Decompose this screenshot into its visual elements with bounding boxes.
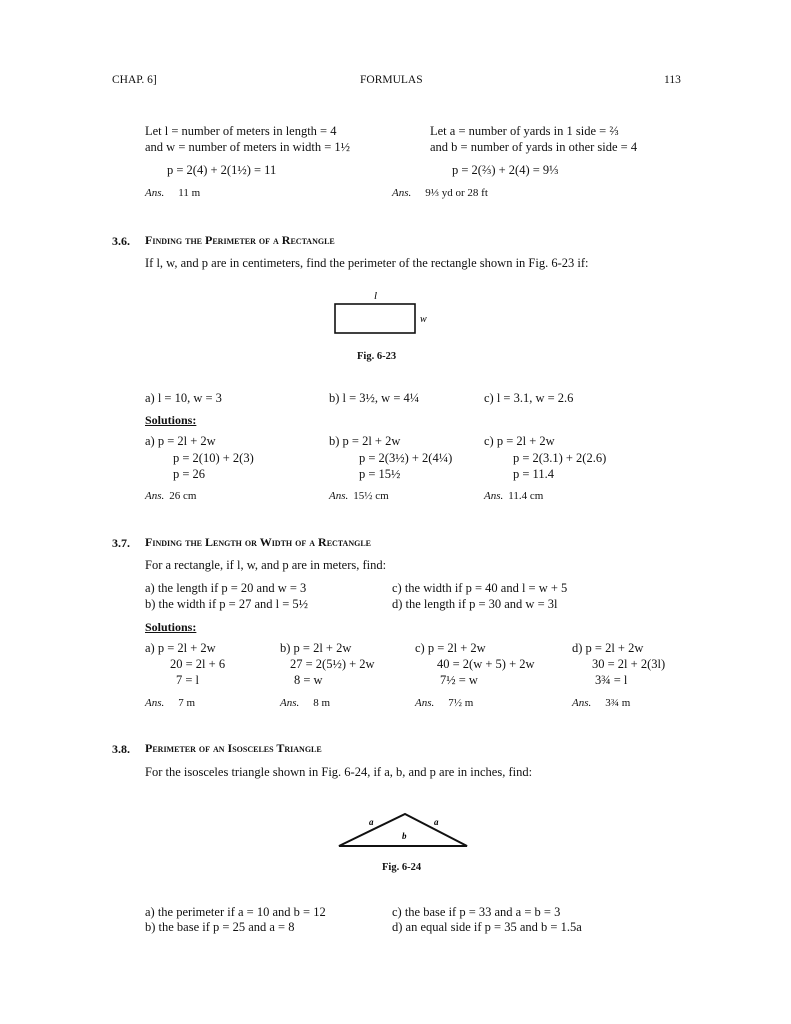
s38-question-c: c) the base if p = 33 and a = b = 3 xyxy=(392,905,561,919)
s36-sol-b1: b) p = 2l + 2w xyxy=(329,434,401,448)
s37-sol-c1: c) p = 2l + 2w xyxy=(415,641,486,655)
page-title: FORMULAS xyxy=(360,74,423,86)
s37-sol-b1: b) p = 2l + 2w xyxy=(280,641,352,655)
s37-solutions-heading: Solutions: xyxy=(145,620,197,634)
top-right-answer: Ans. 9⅓ yd or 28 ft xyxy=(392,187,488,199)
s38-title: Perimeter of an Isosceles Triangle xyxy=(145,741,322,755)
s36-solutions-heading: Solutions: xyxy=(145,413,197,427)
s37-title: Finding the Length or Width of a Rectangle xyxy=(145,535,371,549)
triangle-figure xyxy=(335,808,475,854)
s38-intro: For the isosceles triangle shown in Fig. 6-24, if a, b, and p are in inches, find: xyxy=(145,765,533,779)
s36-sol-a2: p = 2(10) + 2(3) xyxy=(173,451,254,465)
s37-number: 3.7. xyxy=(112,536,130,550)
s37-question-d: d) the length if p = 30 and w = 3l xyxy=(392,597,558,611)
top-left-answer: Ans. 11 m xyxy=(145,187,201,199)
s36-number: 3.6. xyxy=(112,234,130,248)
chapter-label: CHAP. 6] xyxy=(112,74,157,86)
rectangle-figure xyxy=(330,288,440,338)
top-right-line1: Let a = number of yards in 1 side = ⅔ xyxy=(430,124,619,138)
s36-sol-c3: p = 11.4 xyxy=(513,467,554,481)
s37-question-a: a) the length if p = 20 and w = 3 xyxy=(145,581,307,595)
s36-intro: If l, w, and p are in centimeters, find the perimeter of the rectangle shown in Fig. 6-23 if: xyxy=(145,256,589,270)
top-left-line1: Let l = number of meters in length = 4 xyxy=(145,124,337,138)
s36-sol-a1: a) p = 2l + 2w xyxy=(145,434,216,448)
rectangle-shape xyxy=(335,304,415,333)
s38-number: 3.8. xyxy=(112,742,130,756)
s37-sol-a1: a) p = 2l + 2w xyxy=(145,641,216,655)
s36-sol-b2: p = 2(3½) + 2(4¼) xyxy=(359,451,453,465)
s37-answer-a: Ans. 7 m xyxy=(145,697,196,709)
page-number: 113 xyxy=(664,74,681,86)
s36-title: Finding the Perimeter of a Rectangle xyxy=(145,233,335,247)
s37-question-c: c) the width if p = 40 and l = w + 5 xyxy=(392,581,568,595)
s37-sol-d3: 3¾ = l xyxy=(595,673,628,687)
s37-answer-d: Ans. 3¾ m xyxy=(572,697,631,709)
fig-6-24-caption: Fig. 6-24 xyxy=(382,862,422,873)
s36-sol-a3: p = 26 xyxy=(173,467,206,481)
s36-sol-c1: c) p = 2l + 2w xyxy=(484,434,555,448)
s37-sol-d2: 30 = 2l + 2(3l) xyxy=(592,657,666,671)
s36-answer-c: Ans. 11.4 cm xyxy=(484,490,544,502)
s36-given-a: a) l = 10, w = 3 xyxy=(145,391,222,405)
s37-intro: For a rectangle, if l, w, and p are in meters, find: xyxy=(145,558,387,572)
s37-sol-c3: 7½ = w xyxy=(440,673,478,687)
s37-sol-a2: 20 = 2l + 6 xyxy=(170,657,226,671)
s37-answer-b: Ans. 8 m xyxy=(280,697,331,709)
s37-sol-d1: d) p = 2l + 2w xyxy=(572,641,644,655)
top-left-formula: p = 2(4) + 2(1½) = 11 xyxy=(167,163,277,177)
fig-label-b: b xyxy=(402,831,407,841)
triangle-shape xyxy=(339,814,467,846)
top-right-line2: and b = number of yards in other side = 4 xyxy=(430,140,638,154)
s36-sol-b3: p = 15½ xyxy=(359,467,401,481)
s37-sol-a3: 7 = l xyxy=(176,673,200,687)
s38-question-b: b) the base if p = 25 and a = 8 xyxy=(145,920,295,934)
s38-question-a: a) the perimeter if a = 10 and b = 12 xyxy=(145,905,326,919)
fig-label-w: w xyxy=(420,314,427,325)
s37-answer-c: Ans. 7½ m xyxy=(415,697,474,709)
fig-6-23-caption: Fig. 6-23 xyxy=(357,351,397,362)
s36-answer-b: Ans. 15½ cm xyxy=(329,490,389,502)
s36-given-b: b) l = 3½, w = 4¼ xyxy=(329,391,420,405)
s37-question-b: b) the width if p = 27 and l = 5½ xyxy=(145,597,309,611)
top-left-line2: and w = number of meters in width = 1½ xyxy=(145,140,351,154)
s38-question-d: d) an equal side if p = 35 and b = 1.5a xyxy=(392,920,582,934)
top-right-formula: p = 2(⅔) + 2(4) = 9⅓ xyxy=(452,163,559,177)
fig-label-l: l xyxy=(374,290,378,302)
s36-answer-a: Ans. 26 cm xyxy=(145,490,197,502)
fig-label-a-left: a xyxy=(369,817,374,827)
s36-given-c: c) l = 3.1, w = 2.6 xyxy=(484,391,574,405)
s36-sol-c2: p = 2(3.1) + 2(2.6) xyxy=(513,451,607,465)
s37-sol-b3: 8 = w xyxy=(294,673,323,687)
s37-sol-b2: 27 = 2(5½) + 2w xyxy=(290,657,375,671)
s37-sol-c2: 40 = 2(w + 5) + 2w xyxy=(437,657,535,671)
fig-label-a-right: a xyxy=(434,817,439,827)
